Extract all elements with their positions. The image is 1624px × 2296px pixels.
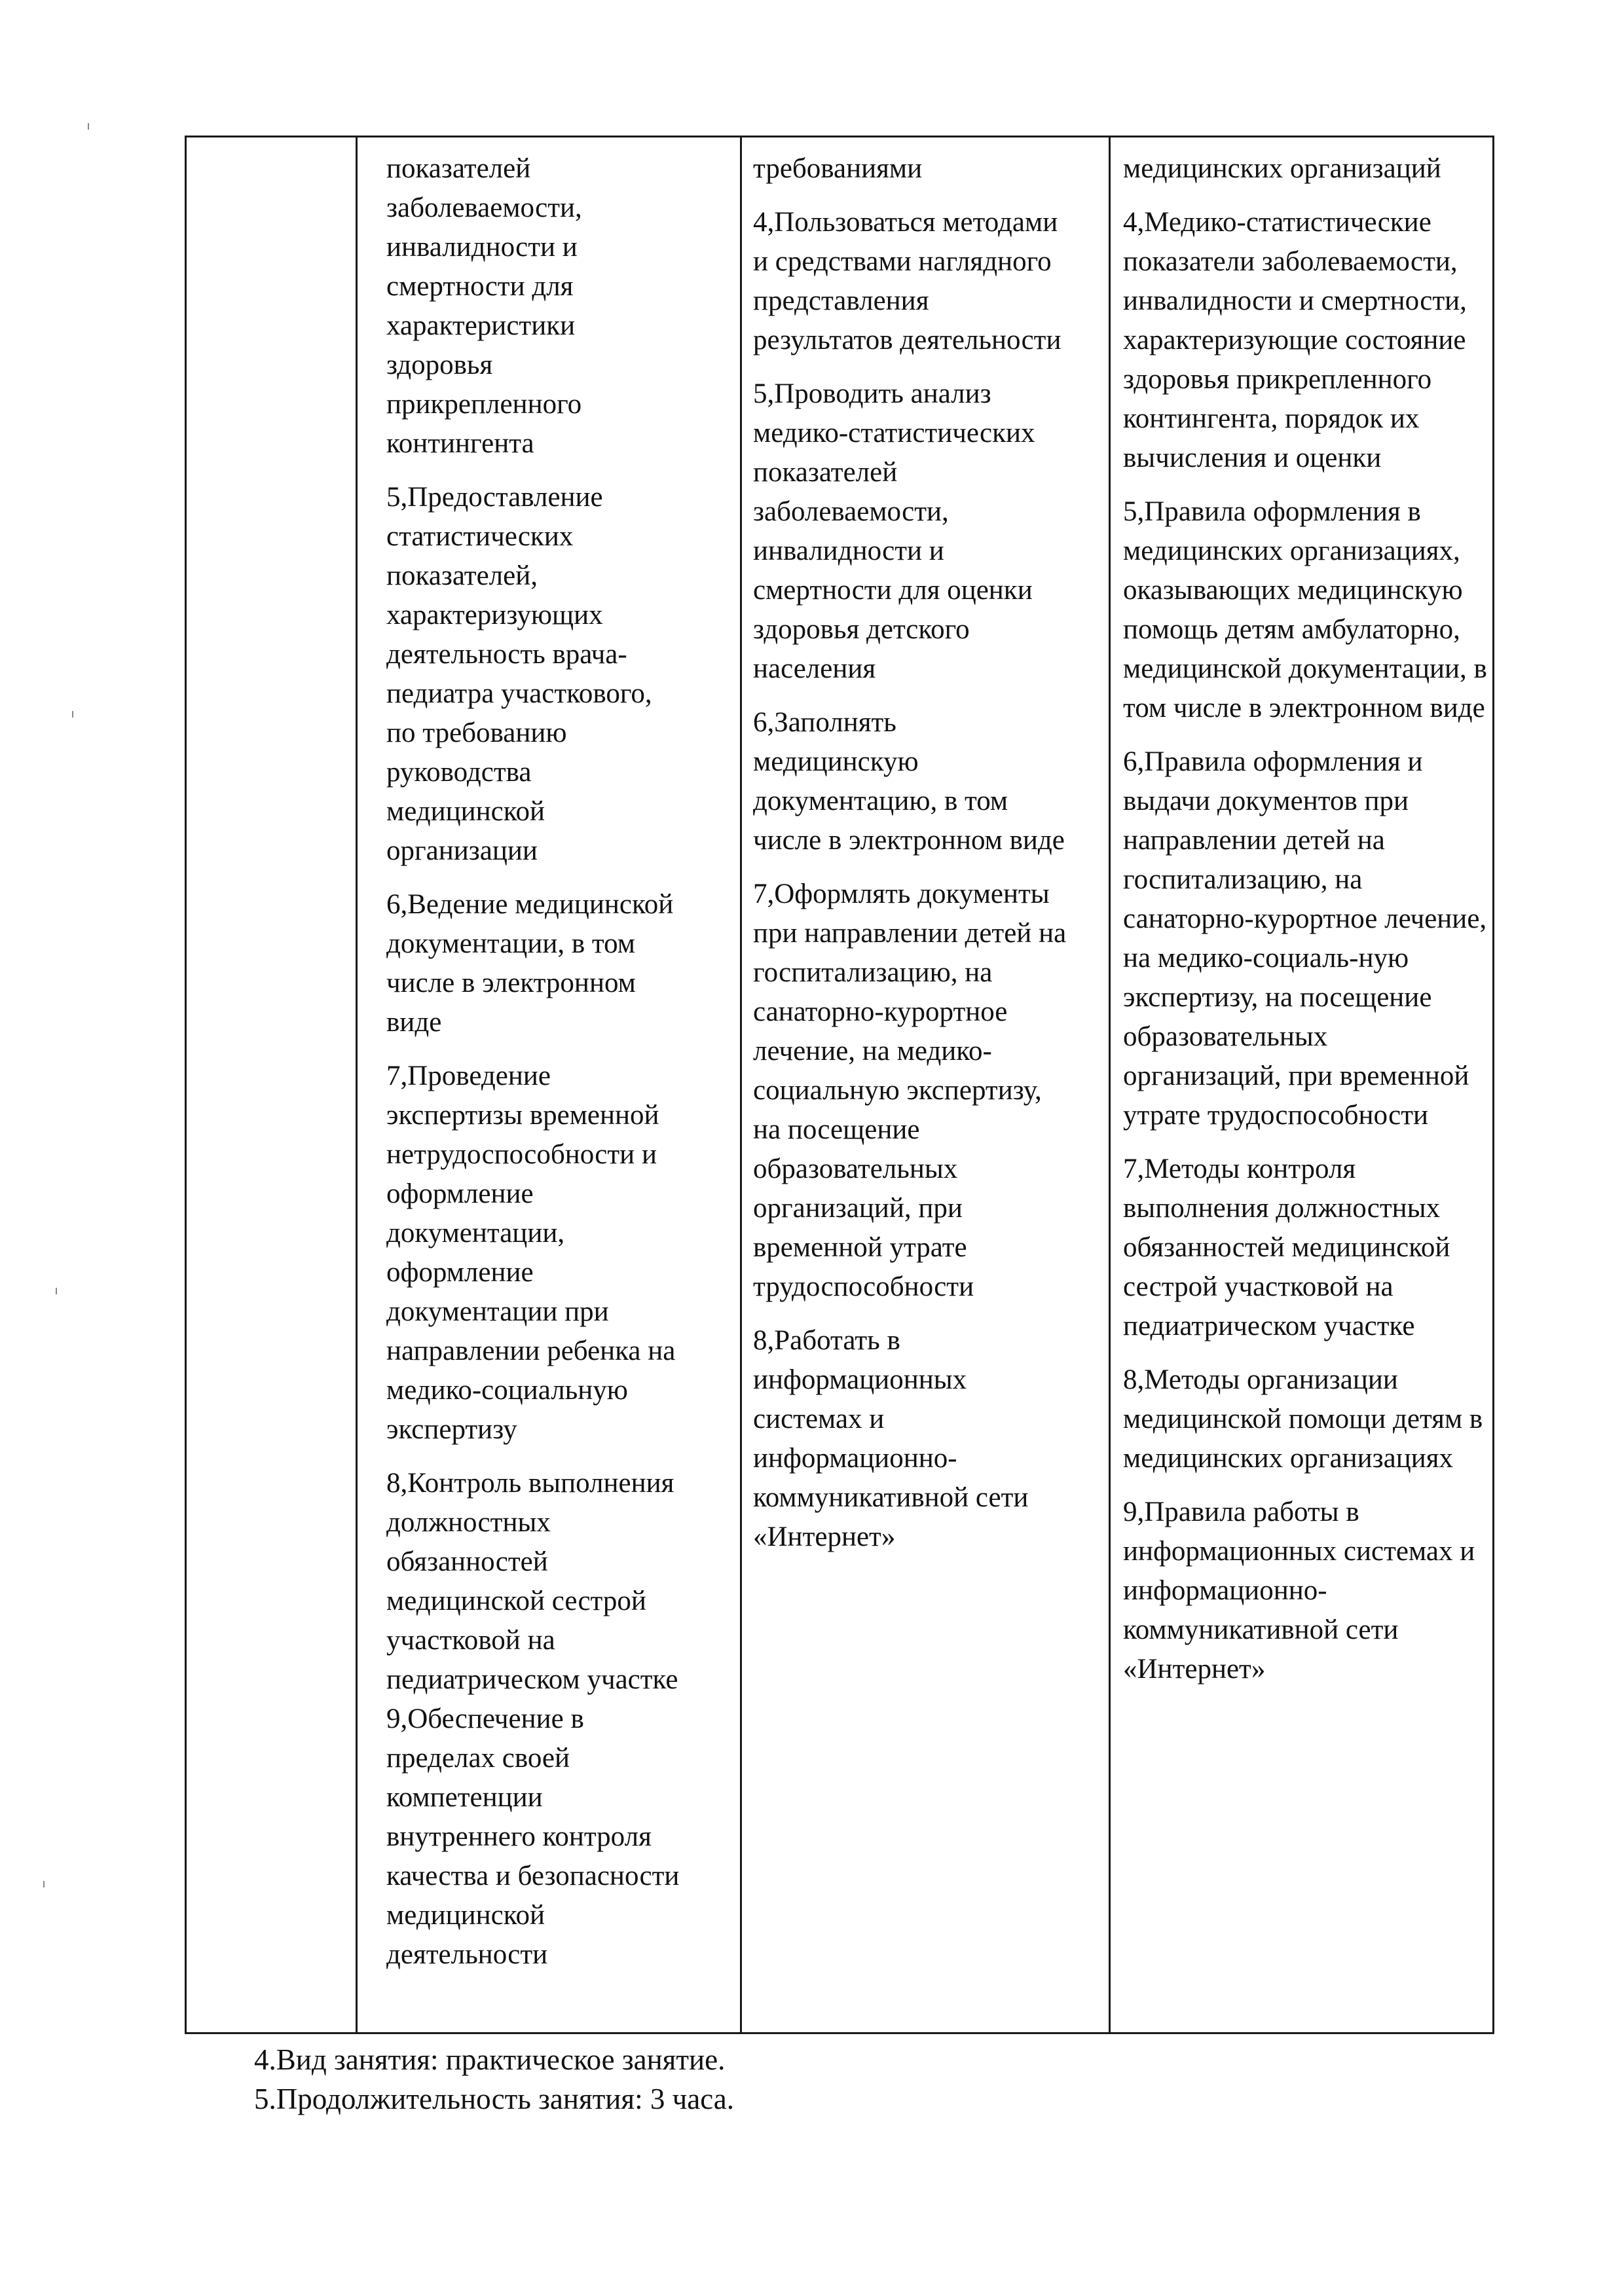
list-item: 8,Контроль выполнения должностных обязанностей медицинской сестрой участковой на педиатрическом участке 9,Обеспечение в пределах своей компетенции внутреннего контроля качества и безопасности медицинской деятельности [386,1468,680,1970]
list-item: 5,Предоставление статистических показателей, характеризующих деятельность врача- педиатра участкового, по требованию руководства медицинской организации [386,482,652,866]
list-item: 6,Ведение медицинской документации, в том числе в электронном виде [386,889,674,1038]
list-item: 7,Оформлять документы при направлении детей на госпитализацию, на санаторно-курортное лечение, на медико- социальную экспертизу, на посещение образовательных организаций, при временной утрате трудоспособности [753,879,1067,1302]
list-item: 4,Пользоваться методами и средствами наглядного представления результатов деятельности [753,207,1061,355]
table-cell-skills [753,149,1097,1571]
column-divider [740,137,742,2032]
list-item: 6,Правила оформления и выдачи документов при направлении детей на госпитализацию, на санаторно-курортное лечение, на медико-социаль-ную экспертизу, на посещение образовательных организаций, при временной утрате трудоспособности [1123,746,1487,1131]
column-divider [1109,137,1111,2032]
list-item: 9,Правила работы в информационных системах и информационно- коммуникативной сети «Интернет» [1123,1497,1475,1685]
list-item: 6,Заполнять медицинскую документацию, в том числе в электронном виде [753,707,1065,856]
list-item: 8,Методы организации медицинской помощи детям в медицинских организациях [1123,1364,1483,1474]
list-item: требованиями [753,153,923,184]
list-item: 7,Проведение экспертизы временной нетрудоспособности и оформление документации, оформление документации при направлении ребенка на медико-социальную экспертизу [386,1061,676,1445]
lesson-info [254,2040,734,2119]
lesson-type: 4.Вид занятия: практическое занятие. [254,2043,726,2076]
lesson-duration: 5.Продолжительность занятия: 3 часа. [254,2083,734,2115]
list-item: 5,Проводить анализ медико-статистических показателей заболеваемости, инвалидности и смертности для оценки здоровья детского населения [753,378,1035,684]
list-item: показателей заболеваемости, инвалидности и смертности для характеристики здоровья прикрепленного контингента [386,153,582,459]
competency-table [185,136,1494,2034]
list-item: 7,Методы контроля выполнения должностных обязанностей медицинской сестрой участковой на педиатрическом участке [1123,1154,1450,1341]
scan-mark [56,1288,57,1294]
table-cell-actions [386,149,727,1989]
scan-mark [72,711,73,718]
list-item: медицинских организаций [1123,153,1441,184]
list-item: 4,Медико-статистические показатели заболеваемости, инвалидности и смертности, характеризующие состояние здоровья прикрепленного контингента, порядок их вычисления и оценки [1123,207,1467,473]
scan-mark [43,1881,45,1887]
list-item: 5,Правила оформления в медицинских организациях, оказывающих медицинскую помощь детям амбулаторно, медицинской документации, в том числе в электронном виде [1123,496,1487,723]
table-cell-knowledge [1123,149,1490,1704]
list-item: 8,Работать в информационных системах и информационно- коммуникативной сети «Интернет» [753,1325,1029,1552]
column-divider [356,137,358,2032]
scan-mark [88,123,89,130]
